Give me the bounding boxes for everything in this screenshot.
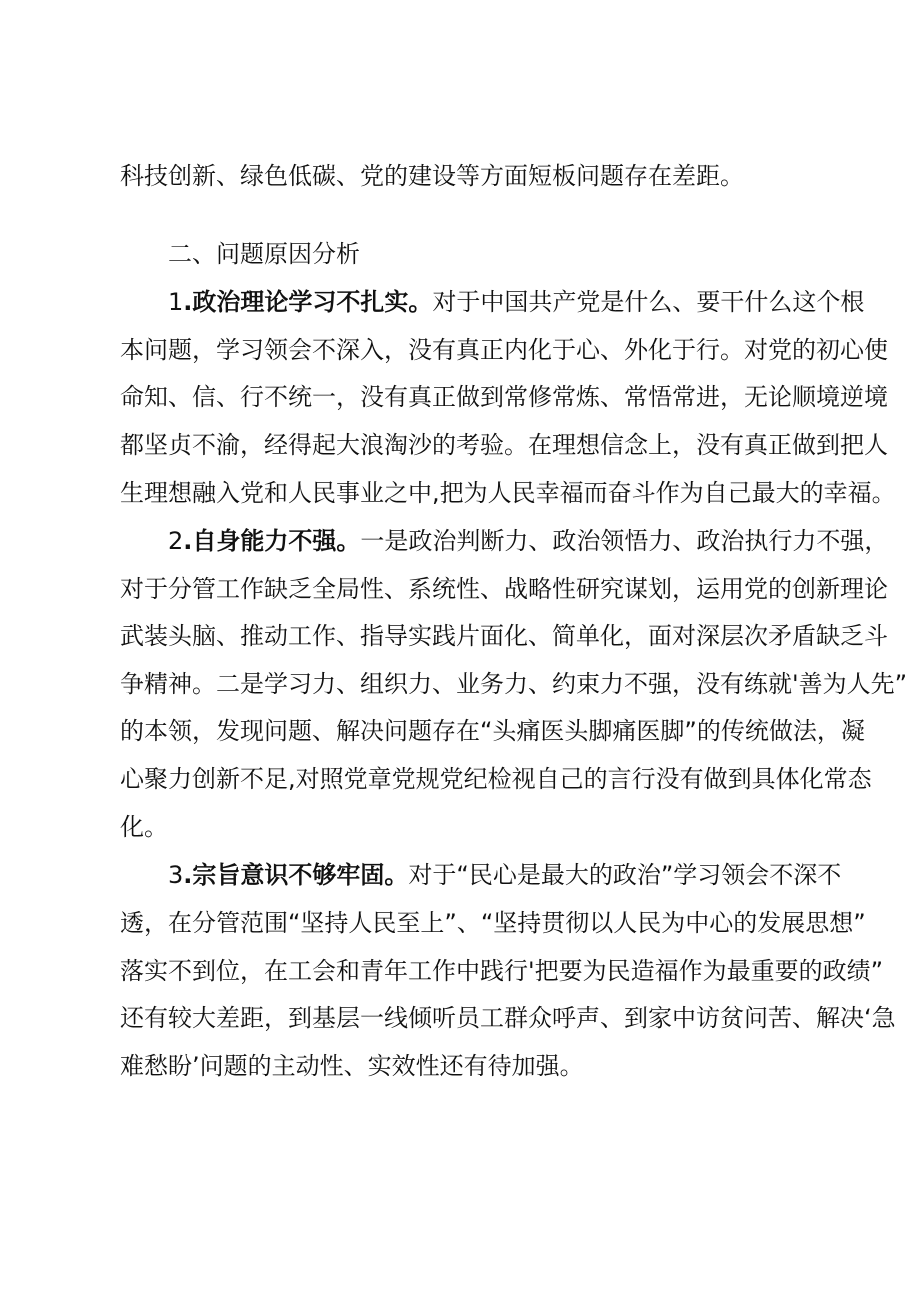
item-2-line: 心聚力创新不足,对照党章党规党纪检视自己的言行没有做到具体化常态	[120, 765, 872, 793]
item-3-line: 还有较大差距，到基层一线倾听员工群众呼声、到家中访贫问苦、解决‘急	[120, 1004, 896, 1032]
item-2-line: 化。	[120, 813, 168, 841]
item-3-number: 3	[168, 861, 184, 889]
item-1-text: 对于中国共产党是什么、要干什么这个根	[432, 288, 865, 316]
item-3-title: .宗旨意识不够牢固。	[183, 861, 409, 889]
item-1-first-line	[168, 286, 864, 318]
item-2-number: 2	[168, 527, 184, 555]
section-heading: 二、问题原因分析	[168, 240, 360, 268]
item-1-line: 本问题，学习领会不深入，没有真正内化于心、外化于行。对党的初心使	[120, 336, 888, 364]
item-1-line: 命知、信、行不统一，没有真正做到常修常炼、常悟常进，无论顺境逆境	[120, 383, 888, 411]
item-2-title: .自身能力不强。	[183, 527, 361, 555]
item-3-line: 难愁盼’问题的主动性、实效性还有待加强。	[120, 1052, 584, 1080]
item-2-line: 武装头脑、推动工作、指导实践片面化、简单化，面对深层次矛盾缺乏斗	[120, 622, 888, 650]
item-3-line: 透，在分管范围“坚持人民至上”、“坚持贯彻以人民为中心的发展思想”	[120, 909, 866, 937]
item-2-text: 一是政治判断力、政治领悟力、政治执行力不强，	[360, 527, 889, 555]
item-2-line: 争精神。二是学习力、组织力、业务力、约束力不强，没有练就'善为人先”	[120, 670, 908, 698]
item-1-title: .政治理论学习不扎实。	[183, 288, 433, 316]
item-1-line: 生理想融入党和人民事业之中,把为人民幸福而奋斗作为自己最大的幸福。	[120, 479, 896, 507]
item-3-line: 落实不到位，在工会和青年工作中践行'把要为民造福作为最重要的政绩”	[120, 957, 884, 985]
intro-tail-line: 科技创新、绿色低碳、党的建设等方面短板问题存在差距。	[120, 162, 744, 190]
item-2-line: 的本领，发现问题、解决问题存在“头痛医头脚痛医脚”的传统做法，凝	[120, 717, 865, 745]
item-2-first-line	[168, 525, 888, 557]
item-2-line: 对于分管工作缺乏全局性、系统性、战略性研究谋划，运用党的创新理论	[120, 575, 888, 603]
item-1-number: 1	[168, 288, 184, 316]
item-3-first-line	[168, 859, 841, 891]
item-3-text: 对于“民心是最大的政治”学习领会不深不	[408, 861, 842, 889]
item-1-line: 都坚贞不渝，经得起大浪淘沙的考验。在理想信念上，没有真正做到把人	[120, 431, 888, 459]
